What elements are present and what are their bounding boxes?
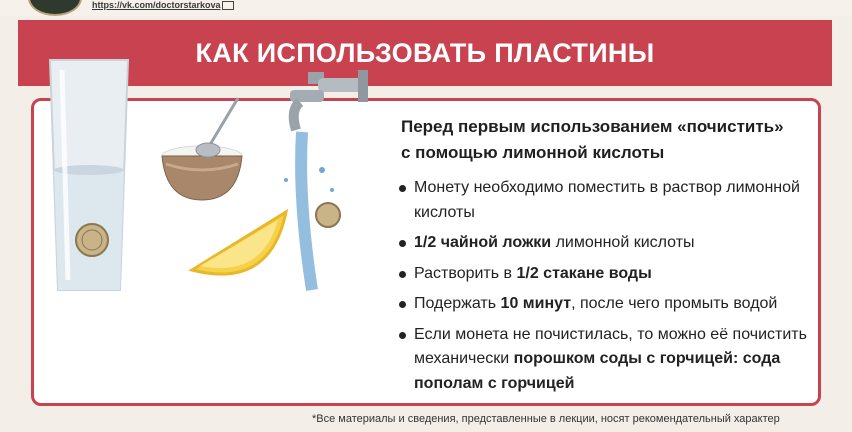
list-item	[398, 323, 828, 397]
heading-line-2: с помощью лимонной кислоты	[401, 143, 665, 162]
lemon-slice-icon	[192, 212, 286, 274]
list-item-text: Если монета не почистилась, то можно её почистить механически	[414, 325, 807, 367]
list-item-bold: порошком соды с горчицей: сода пополам с горчицей	[414, 350, 781, 392]
water-tap-icon	[284, 70, 368, 290]
section-heading	[401, 114, 821, 166]
vk-link[interactable]: https://vk.com/doctorstarkova	[92, 0, 221, 10]
list-item-text: Монету необходимо поместить в раствор лимонной кислоты	[414, 179, 800, 221]
coin-icon	[76, 224, 108, 256]
illustration	[40, 50, 370, 300]
glass-of-water-icon	[50, 60, 128, 290]
list-item-bold: 10 минут	[500, 295, 572, 312]
list-item	[398, 176, 828, 225]
list-item-text: , после чего промыть водой	[571, 295, 778, 312]
qr-icon	[222, 1, 234, 10]
instruction-list	[398, 176, 828, 402]
list-item-text: лимонной кислоты	[551, 234, 695, 251]
spoon-icon	[196, 98, 238, 157]
list-item-bold: 1/2 чайной ложки	[414, 234, 552, 251]
list-item-text: Подержать	[414, 295, 501, 312]
footnote: *Все материалы и сведения, представленные в лекции, носят рекомендательный характер	[312, 413, 780, 425]
list-item	[398, 231, 828, 256]
list-item	[398, 292, 828, 317]
page-title: КАК ИСПОЛЬЗОВАТЬ ПЛАСТИНЫ	[195, 37, 655, 68]
list-item	[398, 262, 828, 287]
heading-line-1: Перед первым использованием «почистить»	[401, 117, 784, 136]
list-item-bold: 1/2 стакане воды	[516, 264, 652, 282]
list-item-text: Растворить в	[414, 264, 517, 282]
